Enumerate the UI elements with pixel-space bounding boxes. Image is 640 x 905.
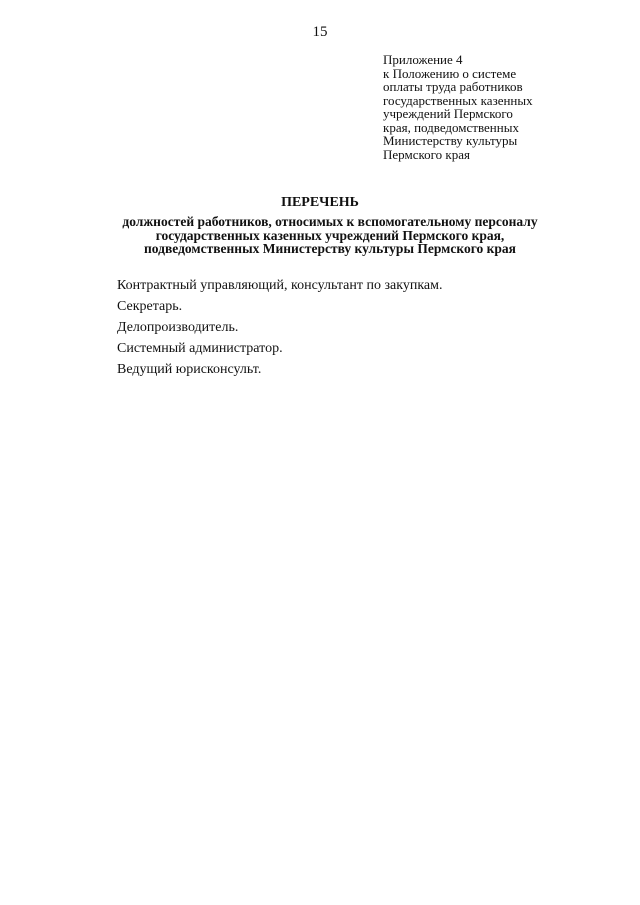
document-subtitle (90, 215, 570, 256)
position-item: Контрактный управляющий, консультант по закупкам. (117, 278, 443, 293)
position-item: Ведущий юрисконсульт. (117, 362, 262, 377)
positions-list (117, 275, 597, 380)
subtitle-line: государственных казенных учреждений Пермского края, (155, 227, 505, 243)
appendix-line: учреждений Пермского (383, 106, 513, 121)
appendix-line: края, подведомственных (383, 119, 519, 135)
position-item: Секретарь. (117, 299, 183, 314)
document-title: ПЕРЕЧЕНЬ (281, 195, 359, 210)
subtitle-line: подведомственных Министерству культуры Пермского края (144, 241, 516, 256)
position-item: Системный администратор. (117, 341, 283, 356)
appendix-line: Министерству культуры (383, 133, 518, 148)
appendix-line: государственных казенных (383, 92, 533, 108)
appendix-line: к Положению о системе (383, 65, 517, 81)
appendix-line: Пермского края (383, 146, 470, 162)
appendix-line: оплаты труда работников (383, 79, 523, 94)
page-number: 15 (312, 24, 328, 40)
subtitle-line: должностей работников, относимых к вспомогательному персоналу (122, 214, 538, 229)
position-item: Делопроизводитель. (117, 320, 239, 335)
appendix-line: Приложение 4 (383, 52, 463, 67)
appendix-note (383, 53, 623, 161)
